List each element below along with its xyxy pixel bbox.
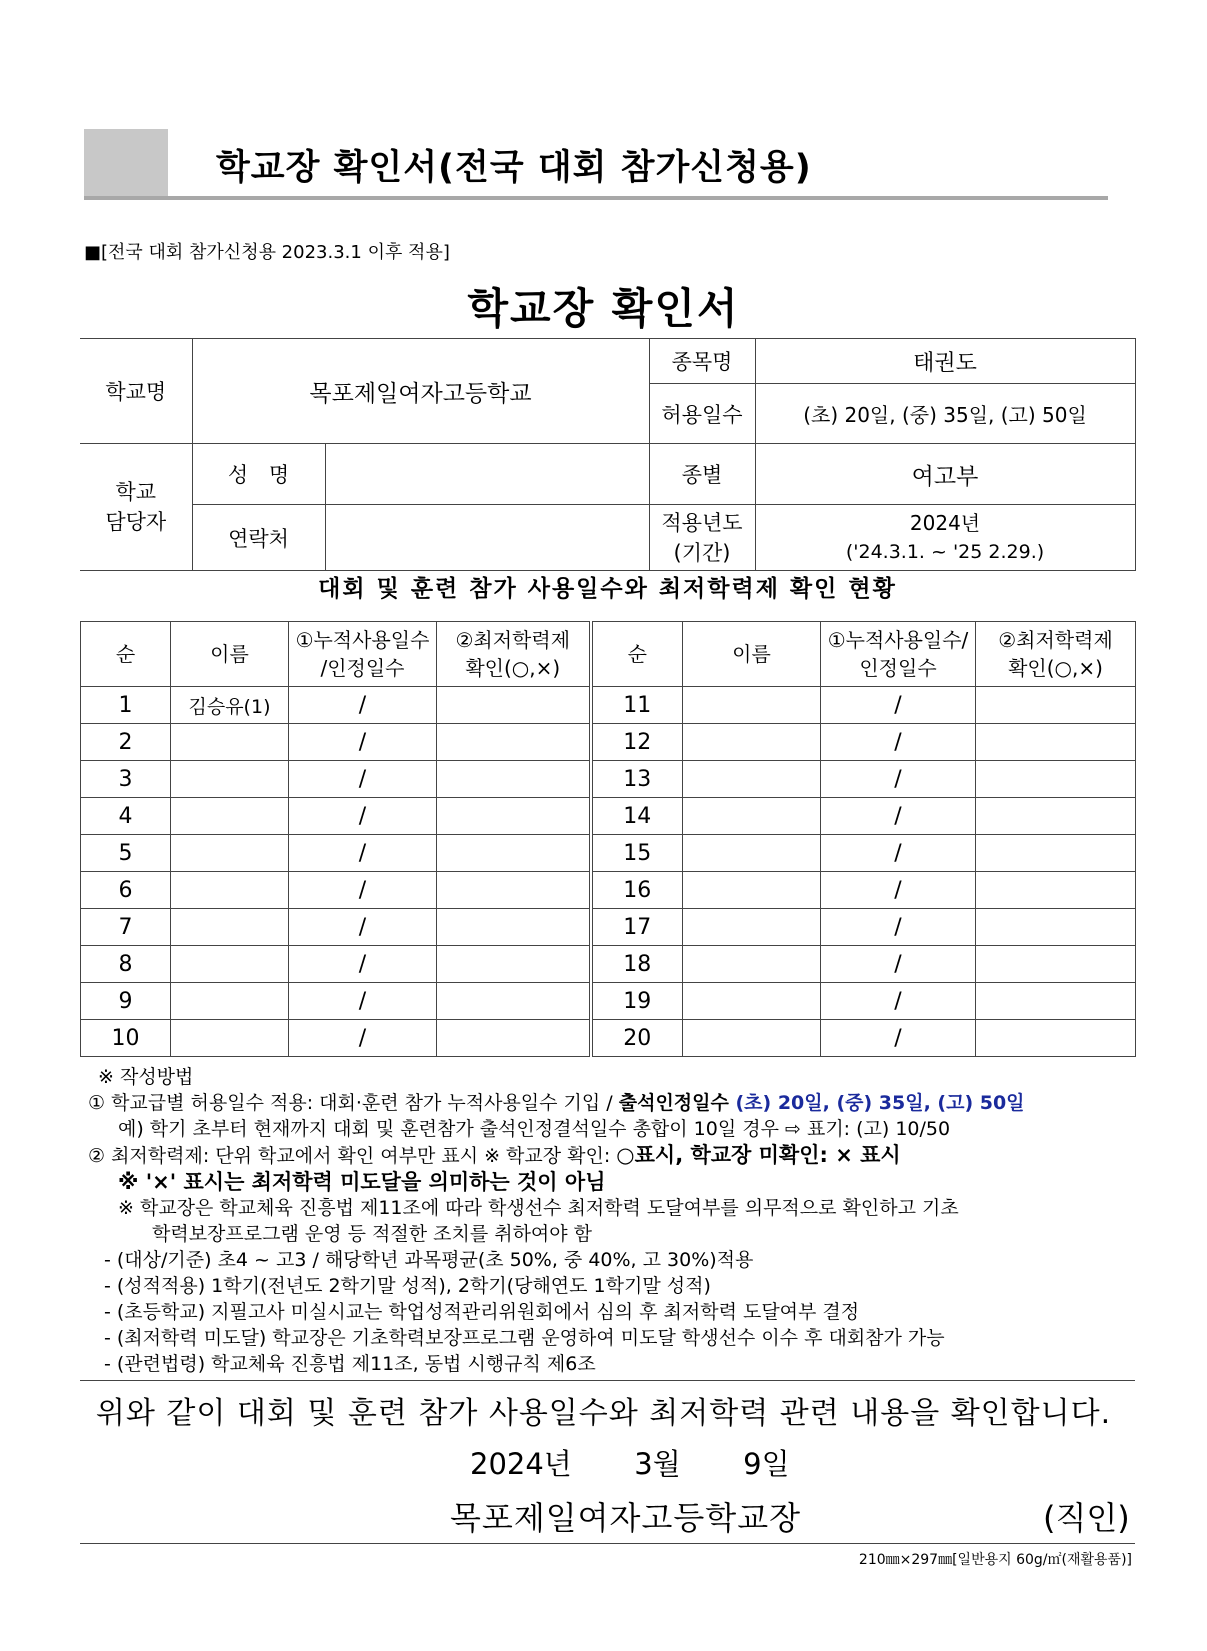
row-check-right[interactable] — [976, 724, 1136, 761]
table-row — [81, 835, 1136, 872]
col-no-left: 순 — [81, 622, 171, 687]
col-check-right-l1: ②최저학력제 — [998, 628, 1113, 652]
row-check-left[interactable] — [437, 761, 591, 798]
row-days-right: / — [821, 872, 976, 909]
col-name-left: 이름 — [171, 622, 289, 687]
row-name-left[interactable] — [171, 761, 289, 798]
row-check-left[interactable] — [437, 798, 591, 835]
school-label: 학교명 — [80, 339, 192, 444]
row-check-right[interactable] — [976, 1020, 1136, 1057]
row-number-right: 14 — [591, 798, 683, 835]
row-days-right: / — [821, 946, 976, 983]
instruction-bullet-4: - (최저학력 미도달) 학교장은 기초학력보장프로그램 운영하여 미도달 학생선수 이수 후 대회참가 가능 — [104, 1327, 945, 1349]
confirmation-statement: 위와 같이 대회 및 훈련 참가 사용일수와 최저학력 관련 내용을 확인합니다. — [95, 1396, 1112, 1431]
instruction-2a: ② 최저학력제: 단위 학교에서 확인 여부만 표시 ※ 학교장 확인: — [88, 1145, 617, 1167]
row-name-right[interactable] — [683, 835, 821, 872]
instructions — [88, 1064, 1132, 1377]
table-row — [81, 798, 1136, 835]
row-number-right: 20 — [591, 1020, 683, 1057]
manager-label-line1: 학교 — [115, 480, 157, 504]
col-days-left — [289, 622, 437, 687]
row-name-left[interactable]: 김승유(1) — [171, 687, 289, 724]
col-check-right-l2: 확인(○,×) — [1008, 656, 1103, 680]
row-check-right[interactable] — [976, 946, 1136, 983]
principal-title: 목포제일여자고등학교장 — [450, 1499, 802, 1537]
table-row — [81, 687, 1136, 724]
col-days-right — [821, 622, 976, 687]
row-name-right[interactable] — [683, 798, 821, 835]
row-name-left[interactable] — [171, 724, 289, 761]
row-check-left[interactable] — [437, 909, 591, 946]
row-name-right[interactable] — [683, 687, 821, 724]
row-days-left: / — [289, 835, 437, 872]
col-check-left-l2: 확인(○,×) — [465, 656, 561, 680]
col-name-right: 이름 — [683, 622, 821, 687]
row-name-left[interactable] — [171, 872, 289, 909]
roster-header-row — [81, 622, 1136, 687]
date-year: 2024년 — [470, 1447, 572, 1481]
row-number-left: 3 — [81, 761, 171, 798]
row-number-right: 17 — [591, 909, 683, 946]
year-label-line1: 적용년도 — [661, 510, 743, 535]
row-number-right: 18 — [591, 946, 683, 983]
row-name-right[interactable] — [683, 761, 821, 798]
contact-value[interactable] — [325, 505, 649, 571]
row-number-left: 1 — [81, 687, 171, 724]
row-days-left: / — [289, 724, 437, 761]
row-check-right[interactable] — [976, 835, 1136, 872]
row-number-right: 16 — [591, 872, 683, 909]
category-value: 여고부 — [755, 444, 1135, 505]
instruction-1c: (초) 20일, (중) 35일, (고) 50일 — [735, 1092, 1025, 1114]
manager-label — [80, 444, 192, 571]
row-check-left[interactable] — [437, 1020, 591, 1057]
date-month: 3월 — [634, 1447, 681, 1481]
instruction-example: 예) 학기 초부터 현재까지 대회 및 훈련참가 출석인정결석일수 총합이 10일 경우 ⇨ 표기: (고) 10/50 — [118, 1118, 951, 1140]
instruction-note-1: ※ '×' 표시는 최저학력 미도달을 의미하는 것이 아님 — [118, 1170, 606, 1194]
contact-label: 연락처 — [192, 505, 325, 571]
row-name-left[interactable] — [171, 983, 289, 1020]
row-days-left: / — [289, 761, 437, 798]
period-value: ('24.3.1. ~ '25 2.29.) — [845, 540, 1045, 563]
event-value: 태권도 — [755, 339, 1135, 384]
roster-table — [80, 621, 1136, 1057]
instruction-note-2: ※ 학교장은 학교체육 진흥법 제11조에 따라 학생선수 최저학력 도달여부를 의무적으로 확인하고 기초 — [118, 1197, 959, 1219]
instruction-bullet-1: - (대상/기준) 초4 ~ 고3 / 해당학년 과목평균(초 50%, 중 40%, 고 30%)적용 — [104, 1249, 754, 1271]
col-check-left-l1: ②최저학력제 — [455, 628, 571, 652]
row-days-left: / — [289, 687, 437, 724]
instruction-1 — [88, 1090, 1132, 1116]
school-value: 목포제일여자고등학교 — [192, 339, 649, 444]
row-check-right[interactable] — [976, 798, 1136, 835]
row-days-left: / — [289, 872, 437, 909]
year-value: 2024년 — [909, 510, 981, 535]
row-check-left[interactable] — [437, 946, 591, 983]
row-number-right: 11 — [591, 687, 683, 724]
table-row — [81, 1020, 1136, 1057]
row-number-left: 5 — [81, 835, 171, 872]
row-check-right[interactable] — [976, 687, 1136, 724]
row-days-right: / — [821, 761, 976, 798]
row-days-left: / — [289, 909, 437, 946]
row-check-right[interactable] — [976, 872, 1136, 909]
year-label — [649, 505, 755, 571]
instruction-2 — [88, 1142, 1132, 1169]
instructions-title: ※ 작성방법 — [98, 1066, 194, 1088]
row-name-left[interactable] — [171, 1020, 289, 1057]
row-days-right: / — [821, 687, 976, 724]
row-check-right[interactable] — [976, 761, 1136, 798]
row-name-left[interactable] — [171, 909, 289, 946]
col-days-right-l2: 인정일수 — [859, 656, 937, 680]
col-days-right-l1: ①누적사용일수/ — [827, 628, 969, 652]
row-days-left: / — [289, 983, 437, 1020]
row-check-right[interactable] — [976, 983, 1136, 1020]
col-days-left-l2: /인정일수 — [320, 656, 405, 680]
instruction-bullet-5: - (관련법령) 학교체육 진흥법 제11조, 동법 시행규칙 제6조 — [104, 1353, 596, 1375]
allowed-days-value: (초) 20일, (중) 35일, (고) 50일 — [755, 384, 1135, 444]
table-row — [81, 983, 1136, 1020]
row-name-right[interactable] — [683, 1020, 821, 1057]
instruction-bullet-2: - (성적적용) 1학기(전년도 2학기말 성적), 2학기(당해연도 1학기말 성적) — [104, 1275, 711, 1297]
header-gray-block — [84, 129, 168, 199]
table-row — [81, 909, 1136, 946]
event-label: 종목명 — [649, 339, 755, 384]
row-days-right: / — [821, 983, 976, 1020]
instruction-1a: ① 학교급별 허용일수 적용: 대회·훈련 참가 누적사용일수 기입 / — [88, 1092, 619, 1114]
col-no-right: 순 — [591, 622, 683, 687]
row-name-left[interactable] — [171, 835, 289, 872]
row-number-left: 10 — [81, 1020, 171, 1057]
date-day: 9일 — [743, 1447, 790, 1481]
row-name-left[interactable] — [171, 946, 289, 983]
row-days-right: / — [821, 1020, 976, 1057]
row-number-right: 13 — [591, 761, 683, 798]
row-days-right: / — [821, 724, 976, 761]
row-check-left[interactable] — [437, 687, 591, 724]
row-number-left: 8 — [81, 946, 171, 983]
category-label: 종별 — [649, 444, 755, 505]
row-name-right[interactable] — [683, 724, 821, 761]
name-value[interactable] — [325, 444, 649, 505]
col-check-left — [437, 622, 591, 687]
instructions-rule — [80, 1380, 1135, 1381]
row-days-left: / — [289, 798, 437, 835]
instruction-note-2b: 학력보장프로그램 운영 등 적절한 조치를 취하여야 함 — [152, 1223, 593, 1245]
col-check-right — [976, 622, 1136, 687]
col-days-left-l1: ①누적사용일수 — [295, 628, 430, 652]
row-days-right: / — [821, 798, 976, 835]
row-number-right: 12 — [591, 724, 683, 761]
row-number-left: 9 — [81, 983, 171, 1020]
notice-text: ■[전국 대회 참가신청용 2023.3.1 이후 적용] — [84, 242, 450, 263]
document-title: 학교장 확인서 — [467, 284, 740, 333]
row-check-left[interactable] — [437, 724, 591, 761]
row-name-right[interactable] — [683, 909, 821, 946]
row-check-left[interactable] — [437, 983, 591, 1020]
header-title: 학교장 확인서(전국 대회 참가신청용) — [216, 148, 812, 188]
row-days-right: / — [821, 909, 976, 946]
allowed-days-label: 허용일수 — [649, 384, 755, 444]
instruction-1b: 출석인정일수 — [618, 1092, 736, 1114]
table-row — [81, 761, 1136, 798]
signature-date — [470, 1442, 790, 1483]
table-row — [81, 724, 1136, 761]
section-title: 대회 및 훈련 참가 사용일수와 최저학력제 확인 현황 — [318, 576, 897, 602]
instruction-2b: ○표시, 학교장 미확인: × 표시 — [616, 1143, 901, 1167]
header-rule — [84, 196, 1108, 200]
table-row — [81, 946, 1136, 983]
name-label: 성 명 — [192, 444, 325, 505]
row-check-left[interactable] — [437, 872, 591, 909]
row-number-left: 2 — [81, 724, 171, 761]
bottom-rule — [80, 1543, 1135, 1544]
row-check-right[interactable] — [976, 909, 1136, 946]
row-number-right: 19 — [591, 983, 683, 1020]
row-days-right: / — [821, 835, 976, 872]
row-days-left: / — [289, 1020, 437, 1057]
year-label-line2: (기간) — [673, 540, 731, 565]
year-value-cell — [755, 505, 1135, 571]
row-check-left[interactable] — [437, 835, 591, 872]
row-number-left: 7 — [81, 909, 171, 946]
official-seal: (직인) — [1043, 1499, 1130, 1537]
row-number-left: 6 — [81, 872, 171, 909]
manager-label-line2: 담당자 — [105, 510, 167, 534]
row-number-right: 15 — [591, 835, 683, 872]
row-name-right[interactable] — [683, 983, 821, 1020]
paper-spec: 210㎜×297㎜[일반용지 60g/㎡(재활용품)] — [858, 1552, 1132, 1568]
instruction-bullet-3: - (초등학교) 지필고사 미실시교는 학업성적관리위원회에서 심의 후 최저학력 도달여부 결정 — [104, 1301, 860, 1323]
row-name-right[interactable] — [683, 872, 821, 909]
row-number-left: 4 — [81, 798, 171, 835]
row-days-left: / — [289, 946, 437, 983]
table-row — [81, 872, 1136, 909]
row-name-right[interactable] — [683, 946, 821, 983]
row-name-left[interactable] — [171, 798, 289, 835]
info-table — [80, 338, 1136, 571]
